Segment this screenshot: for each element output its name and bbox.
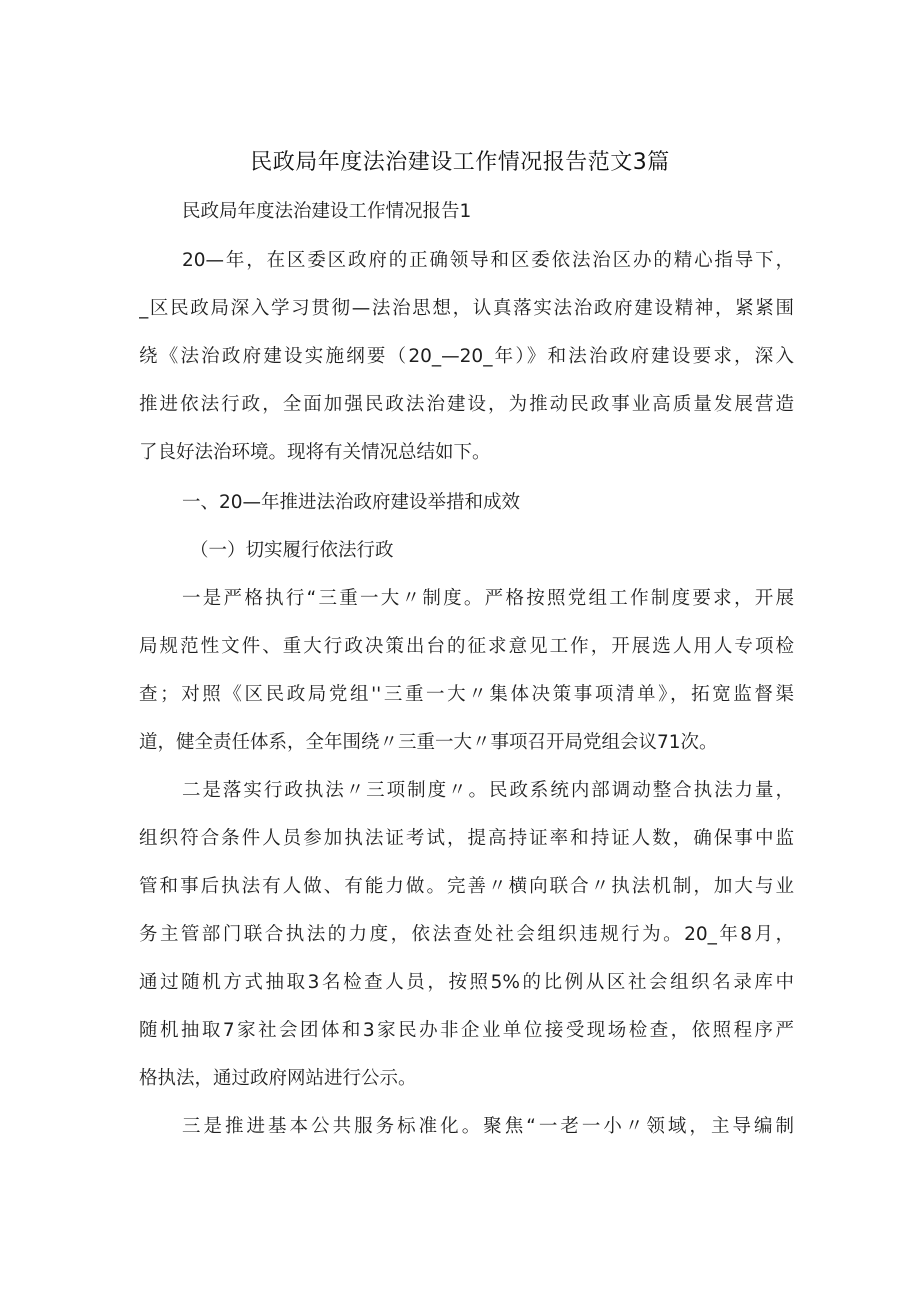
paragraph-line: 格执法，通过政府网站进行公示。 [139, 1068, 417, 1089]
paragraph-line: 绕《法治政府建设实施纲要（20_—20_年）》和法治政府建设要求，深入 [139, 346, 794, 367]
paragraph-line: 一是严格执行“三重一大〃制度。严格按照党组工作制度要求，开展 [182, 588, 794, 609]
paragraph-line: 三是推进基本公共服务标准化。聚焦“一老一小〃领域，主导编制 [182, 1116, 794, 1137]
paragraph-line: 道，健全责任体系，全年围绕〃三重一大〃事项召开局党组会议71次。 [139, 732, 718, 753]
paragraph-line: 管和事后执法有人做、有能力做。完善〃横向联合〃执法机制，加大与业 [139, 876, 794, 897]
document-title: 民政局年度法治建设工作情况报告范文3篇 [250, 150, 670, 175]
paragraph-line: 了良好法治环境。现将有关情况总结如下。 [139, 442, 491, 463]
paragraph-line: 查；对照《区民政局党组''三重一大〃集体决策事项清单》，拓宽监督渠 [139, 684, 794, 705]
paragraph-line: 随机抽取7家社会团体和3家民办非企业单位接受现场检查，依照程序严 [139, 1020, 794, 1041]
paragraph-line: 二是落实行政执法〃三项制度〃。民政系统内部调动整合执法力量， [182, 780, 794, 801]
paragraph-line: 推进依法行政，全面加强民政法治建设，为推动民政事业高质量发展营造 [139, 394, 794, 415]
paragraph-line: 20—年，在区委区政府的正确领导和区委依法治区办的精心指导下， [182, 250, 794, 271]
subsection-heading: （一）切实履行依法行政 [190, 540, 394, 561]
paragraph-line: 通过随机方式抽取3名检查人员，按照5%的比例从区社会组织名录库中 [139, 972, 794, 993]
report-heading: 民政局年度法治建设工作情况报告1 [182, 201, 472, 222]
paragraph-line: 组织符合条件人员参加执法证考试，提高持证率和持证人数，确保事中监 [139, 828, 794, 849]
section-heading: 一、20—年推进法治政府建设举措和成效 [182, 492, 521, 513]
paragraph-line: _区民政局深入学习贯彻—法治思想，认真落实法治政府建设精神，紧紧围 [139, 298, 794, 319]
paragraph-line: 务主管部门联合执法的力度，依法查处社会组织违规行为。20_年8月， [139, 924, 794, 945]
paragraph-line: 局规范性文件、重大行政决策出台的征求意见工作，开展选人用人专项检 [139, 636, 794, 657]
